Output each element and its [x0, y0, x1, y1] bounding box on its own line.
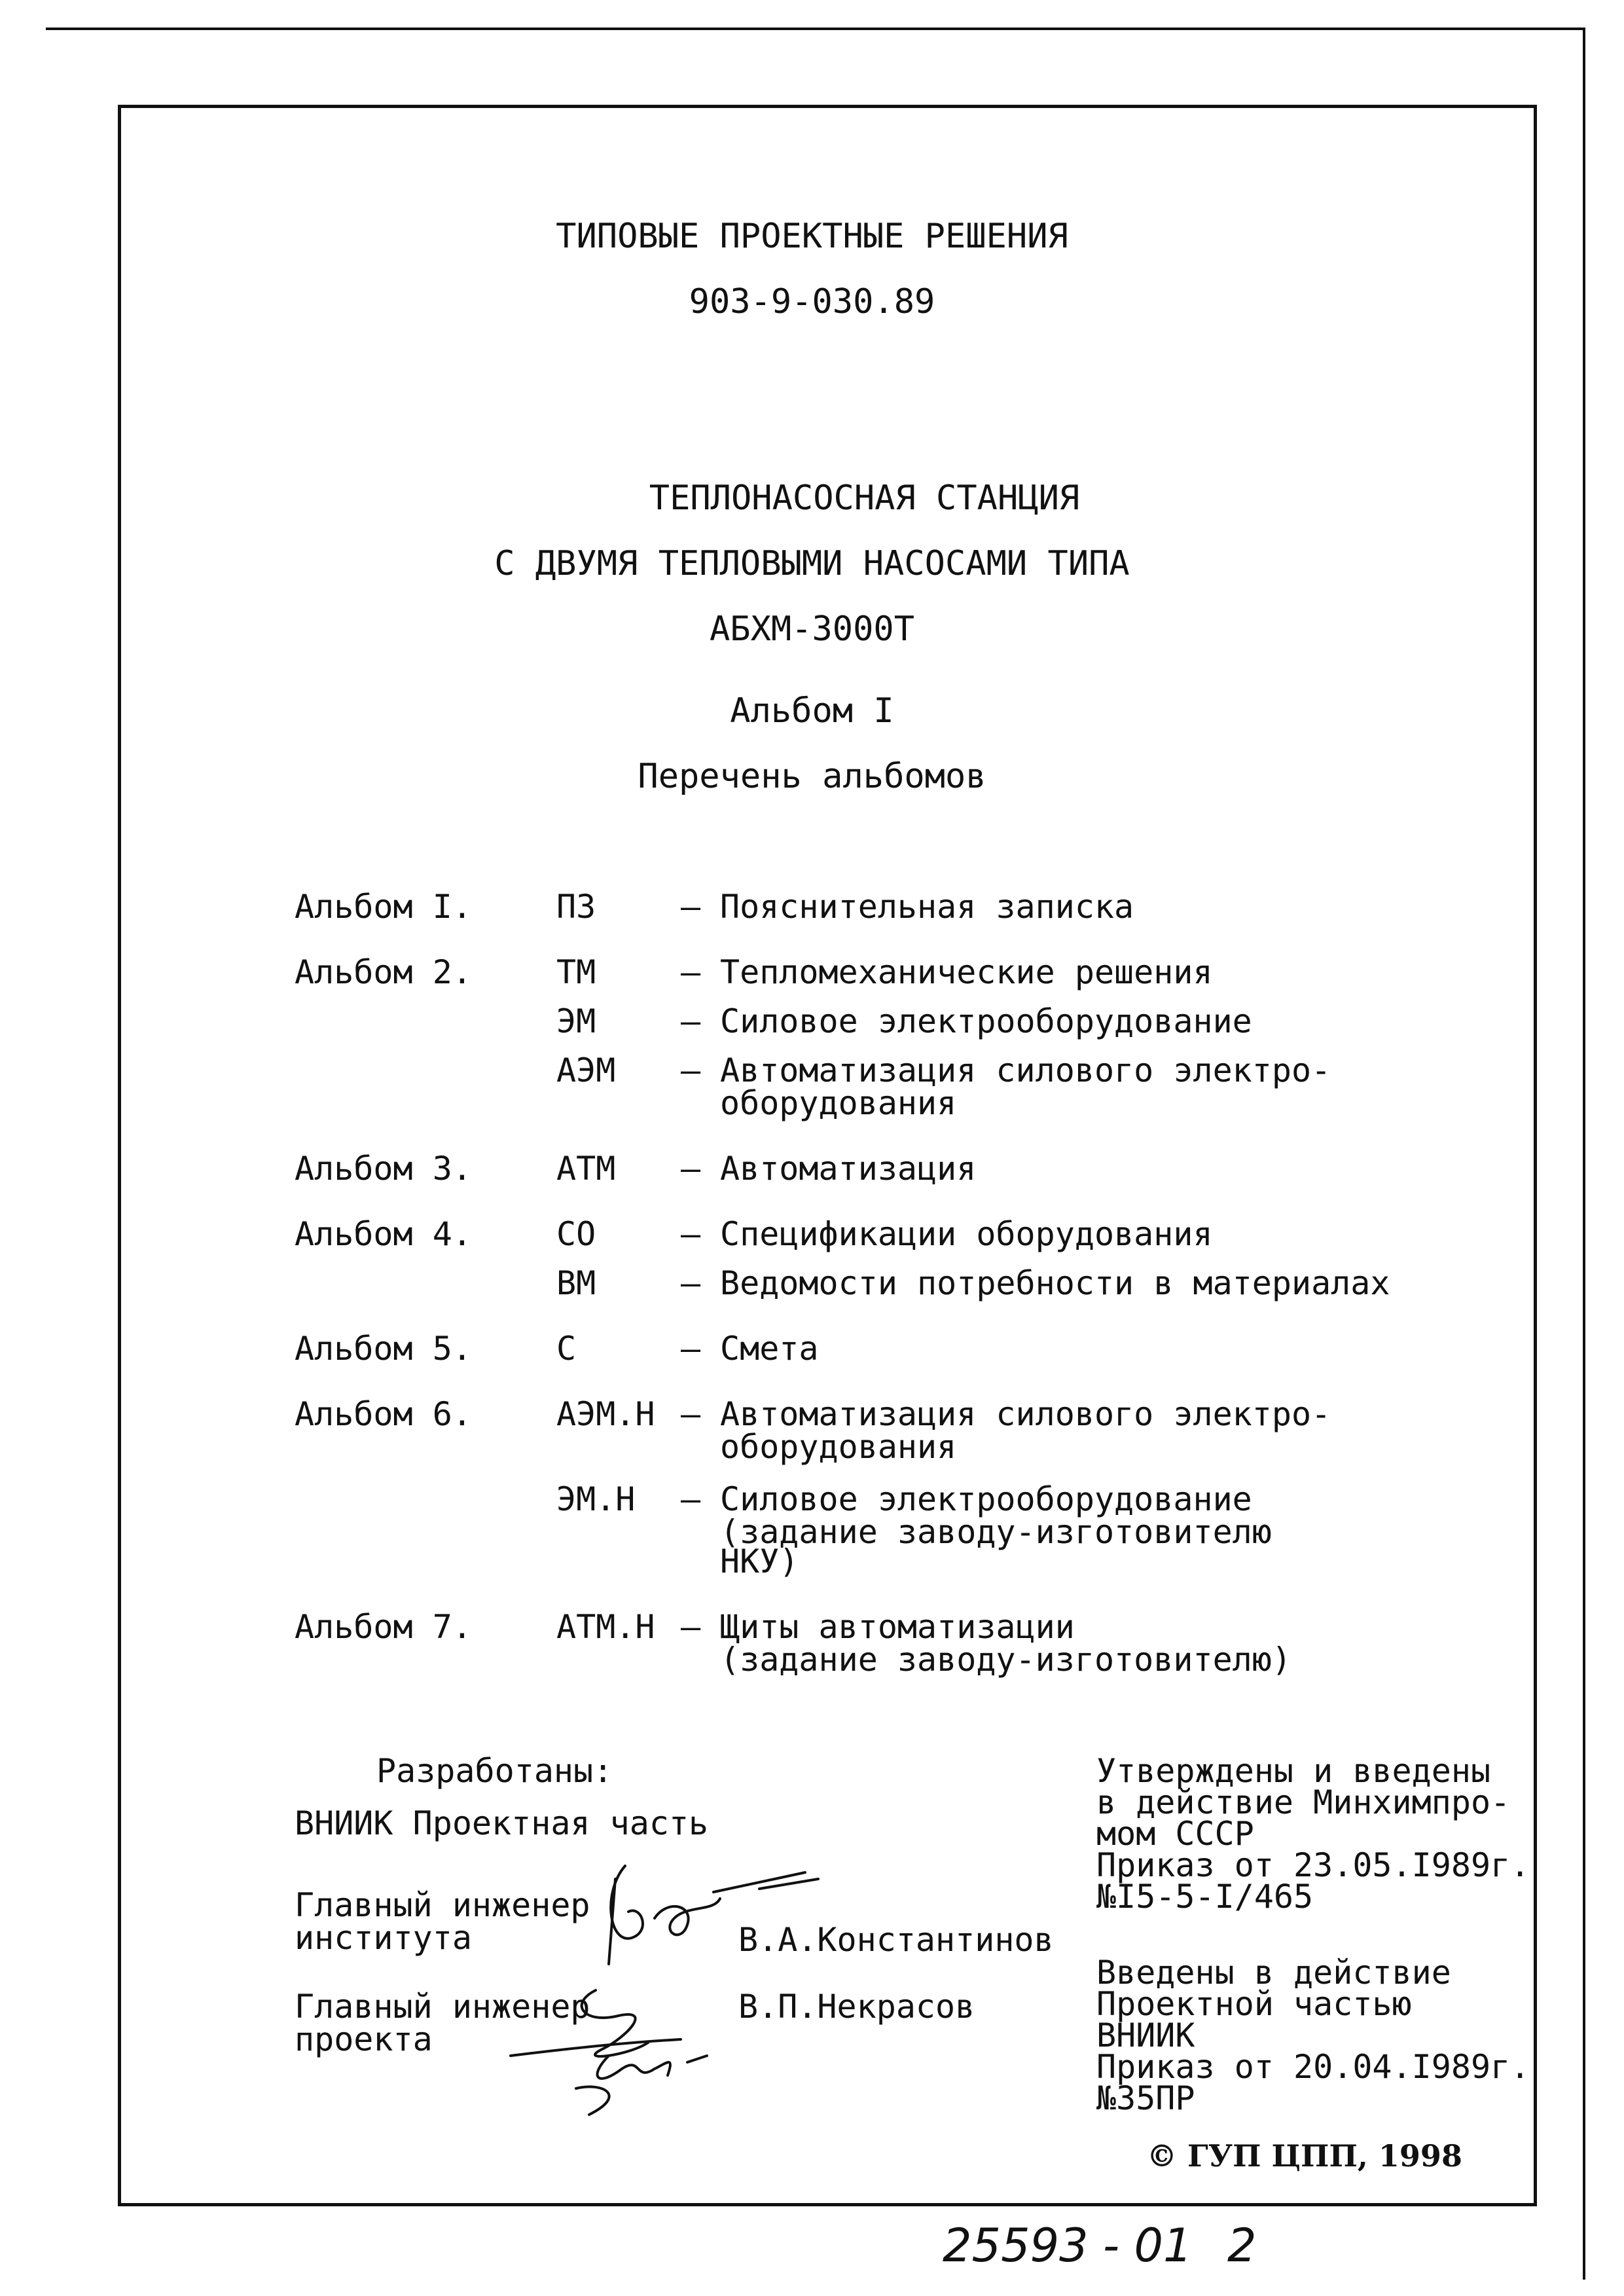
album-number: Альбом 6. — [295, 1395, 472, 1433]
album-list-heading: Перечень альбомов — [638, 757, 986, 796]
album-desc: (задание заводу-изготовителю — [720, 1513, 1272, 1551]
album-dash: – — [681, 1051, 701, 1089]
album-dash: – — [681, 1330, 701, 1368]
signature-nekrasov — [497, 1977, 746, 2128]
album-dash: – — [681, 1480, 701, 1518]
album-dash: – — [681, 1264, 701, 1302]
album-code: С — [556, 1330, 577, 1368]
approved-line-4: Приказ от 23.05.I989г. — [1096, 1846, 1530, 1884]
enacted-line-1: Введены в действие — [1096, 1954, 1451, 1992]
album-desc: Автоматизация силового электро- — [720, 1051, 1331, 1089]
signature-konstantinov — [596, 1853, 838, 1977]
enacted-line-4: Приказ от 20.04.I989г. — [1096, 2048, 1530, 2086]
enacted-line-5: №35ПР — [1096, 2079, 1195, 2117]
album-code: СО — [556, 1215, 596, 1253]
album-desc: Силовое электрооборудование — [720, 1480, 1252, 1518]
album-number: Альбом 4. — [295, 1215, 472, 1253]
album-dash: – — [681, 1150, 701, 1188]
album-desc: Ведомости потребности в материалах — [720, 1264, 1390, 1302]
album-dash: – — [681, 1215, 701, 1253]
approved-line-2: в действие Минхимпро- — [1096, 1783, 1511, 1821]
album-desc: оборудования — [720, 1084, 957, 1122]
approved-line-5: №I5-5-I/465 — [1096, 1878, 1314, 1916]
approved-line-1: Утверждены и введены — [1096, 1752, 1491, 1790]
album-desc: оборудования — [720, 1428, 957, 1466]
album-desc: Автоматизация силового электро- — [720, 1395, 1331, 1433]
album-code: ТМ — [556, 953, 596, 991]
enacted-line-3: ВНИИК — [1096, 2016, 1195, 2054]
album-label: Альбом I — [730, 691, 894, 731]
album-dash: – — [681, 1002, 701, 1040]
album-code: АЭМ — [556, 1051, 616, 1089]
album-code: ЭМ.Н — [556, 1480, 636, 1518]
album-desc: Щиты автоматизации — [720, 1608, 1075, 1646]
album-dash: – — [681, 1395, 701, 1433]
top-rule — [46, 27, 1584, 30]
album-code: ПЗ — [556, 888, 596, 926]
chief-project-name: В.П.Некрасов — [738, 1988, 975, 2026]
album-desc: (задание заводу-изготовителю) — [720, 1641, 1291, 1679]
album-dash: – — [681, 888, 701, 926]
album-dash: – — [681, 1608, 701, 1646]
album-desc: Тепломеханические решения — [720, 953, 1213, 991]
developed-org: ВНИИК Проектная часть — [295, 1804, 709, 1842]
copyright-notice: © ГУП ЦПП, 1998 — [1147, 2138, 1462, 2174]
chief-institute-name: В.А.Константинов — [738, 1921, 1054, 1959]
archive-number: 25593 - 01 — [943, 2219, 1193, 2272]
album-code: ЭМ — [556, 1002, 596, 1040]
right-rule — [1583, 27, 1585, 2280]
title-line-2: С ДВУМЯ ТЕПЛОВЫМИ НАСОСАМИ ТИПА — [494, 544, 1130, 583]
album-number: Альбом 3. — [295, 1150, 472, 1188]
series-title: ТИПОВЫЕ ПРОЕКТНЫЕ РЕШЕНИЯ — [556, 217, 1068, 256]
album-code: АЭМ.Н — [556, 1395, 655, 1433]
album-code: АТМ.Н — [556, 1608, 655, 1646]
title-line-1: ТЕПЛОНАСОСНАЯ СТАНЦИЯ — [649, 479, 1080, 518]
album-desc: НКУ) — [720, 1542, 799, 1580]
album-number: Альбом I. — [295, 888, 472, 926]
album-code: ВМ — [556, 1264, 596, 1302]
chief-institute-title: Главный инженер — [295, 1886, 590, 1924]
album-desc: Смета — [720, 1330, 819, 1368]
album-number: Альбом 5. — [295, 1330, 472, 1368]
album-dash: – — [681, 953, 701, 991]
album-desc: Силовое электрооборудование — [720, 1002, 1252, 1040]
album-desc: Пояснительная записка — [720, 888, 1134, 926]
chief-project-title-2: проекта — [295, 2020, 433, 2058]
chief-institute-title-2: института — [295, 1919, 472, 1957]
title-line-3: АБХМ-3000Т — [709, 610, 915, 649]
chief-project-title: Главный инженер — [295, 1988, 590, 2026]
album-number: Альбом 7. — [295, 1608, 472, 1646]
enacted-line-2: Проектной частью — [1096, 1985, 1412, 2023]
album-desc: Автоматизация — [720, 1150, 977, 1188]
developed-label: Разработаны: — [376, 1752, 613, 1790]
document-code: 903-9-030.89 — [689, 282, 935, 321]
album-number: Альбом 2. — [295, 953, 472, 991]
album-desc: Спецификации оборудования — [720, 1215, 1213, 1253]
page-number: 2 — [1227, 2219, 1257, 2272]
album-code: АТМ — [556, 1150, 616, 1188]
approved-line-3: мом СССР — [1096, 1815, 1254, 1853]
